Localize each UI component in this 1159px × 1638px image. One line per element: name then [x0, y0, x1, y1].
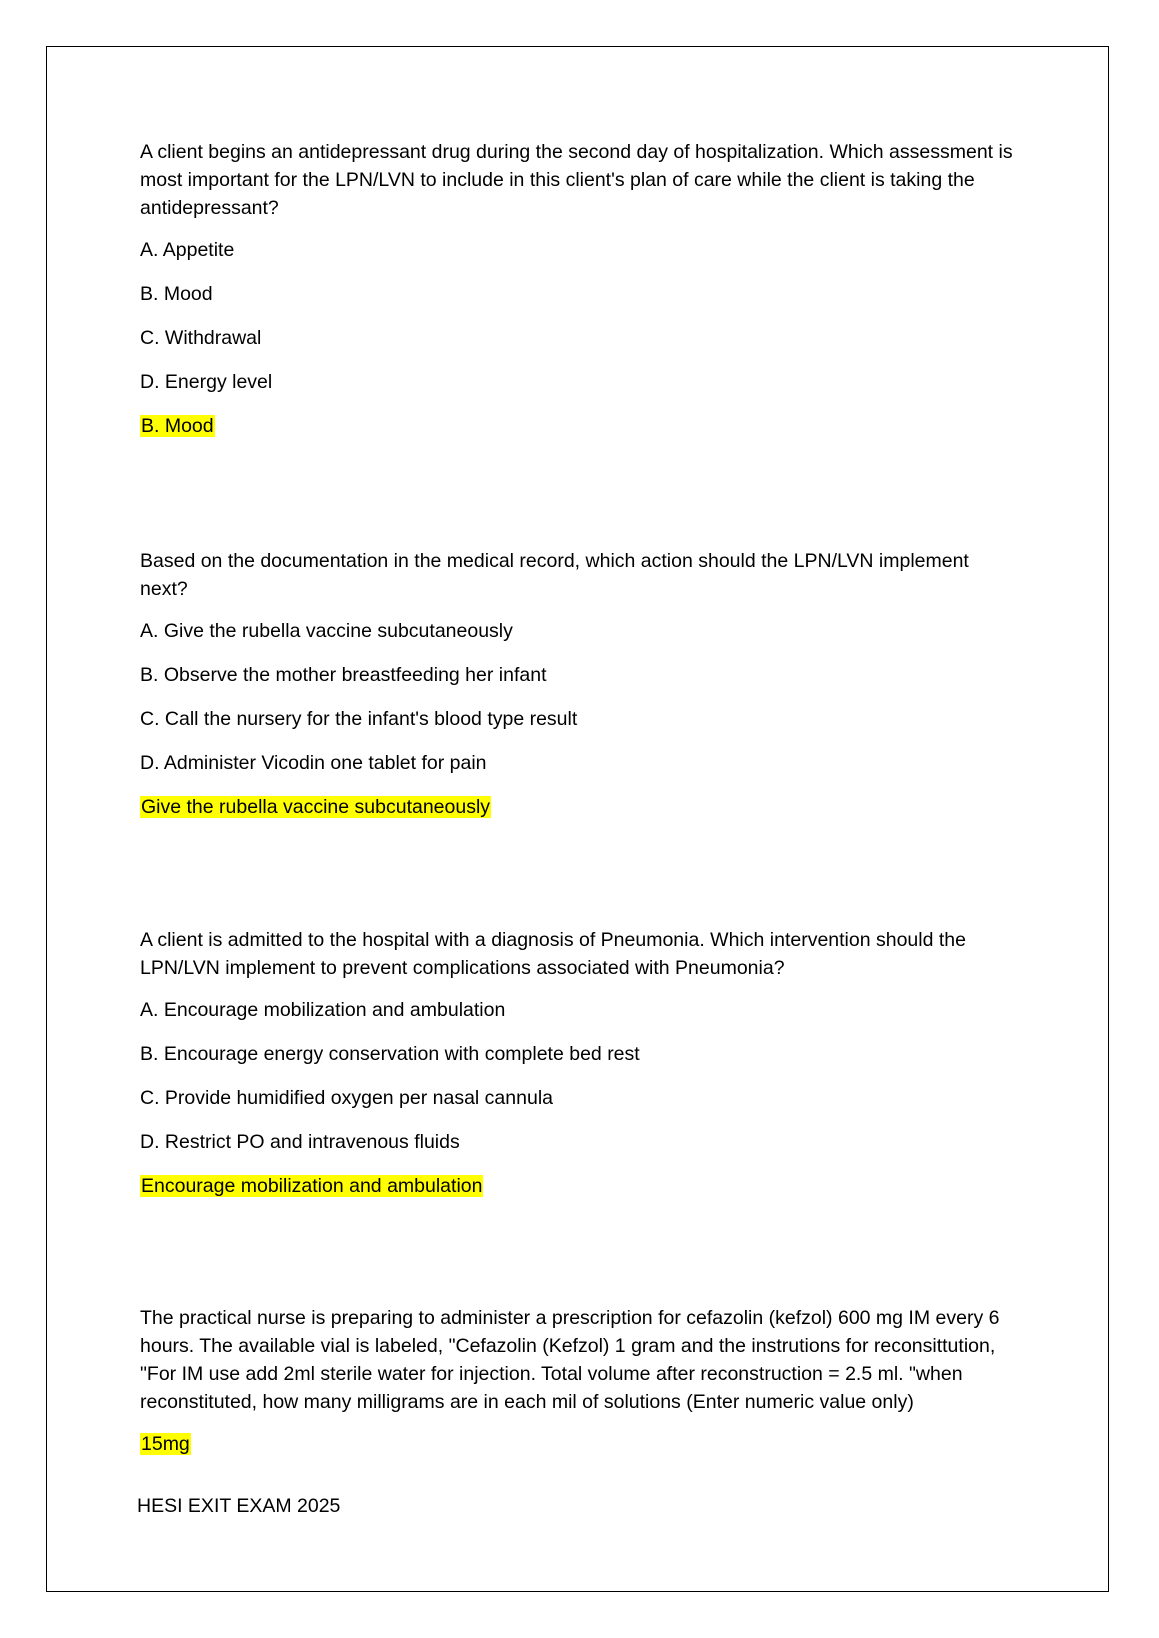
answer-option-b: B. Encourage energy conservation with complete bed rest: [140, 1043, 640, 1065]
question-block-3: [140, 926, 1020, 1200]
answer-option-c: C. Withdrawal: [140, 327, 262, 349]
answer-option-c: C. Call the nursery for the infant's blood type result: [140, 708, 578, 730]
question-block-1: [140, 138, 1020, 440]
answer-option-d: D. Energy level: [140, 371, 273, 393]
answer-option-d: D. Restrict PO and intravenous fluids: [140, 1131, 460, 1153]
answer-option-a: A. Encourage mobilization and ambulation: [140, 999, 506, 1021]
answer-option-c: C. Provide humidified oxygen per nasal cannula: [140, 1087, 553, 1109]
answer-option-b: B. Observe the mother breastfeeding her infant: [140, 664, 547, 686]
correct-answer: [140, 412, 1020, 440]
page-footer: HESI EXIT EXAM 2025: [137, 1495, 341, 1517]
question-stem: A client begins an antidepressant drug during the second day of hospitalization. Which assessment is most important for the LPN/LVN to include in this client's plan of care while the client is taking the antidepressant?: [140, 141, 1013, 219]
correct-answer: [140, 1430, 1020, 1458]
highlighted-answer: Give the rubella vaccine subcutaneously: [141, 796, 491, 818]
highlighted-answer: B. Mood: [141, 415, 214, 437]
question-stem: The practical nurse is preparing to administer a prescription for cefazolin (kefzol) 600 mg IM every 6 hours. The available vial is labeled, "Cefazolin (Kefzol) 1 gram and the instrutions for reconsittution, "For IM use add 2ml sterile water for injection. Total volume after reconstruction = 2.5 ml. "when reconstituted, how many milligrams are in each mil of solutions (Enter numeric value only): [140, 1307, 1000, 1413]
answer-option-b: B. Mood: [140, 283, 213, 305]
question-block-4: [140, 1304, 1020, 1458]
question-stem: Based on the documentation in the medical record, which action should the LPN/LVN implement next?: [140, 550, 969, 600]
answer-option-a: A. Appetite: [140, 239, 235, 261]
highlighted-answer: 15mg: [141, 1433, 190, 1455]
question-stem: A client is admitted to the hospital with a diagnosis of Pneumonia. Which intervention should the LPN/LVN implement to prevent complications associated with Pneumonia?: [140, 929, 966, 979]
answer-option-a: A. Give the rubella vaccine subcutaneously: [140, 620, 513, 642]
question-block-2: [140, 547, 1020, 821]
highlighted-answer: Encourage mobilization and ambulation: [141, 1175, 483, 1197]
answer-option-d: D. Administer Vicodin one tablet for pain: [140, 752, 487, 774]
correct-answer: [140, 793, 1020, 821]
correct-answer: [140, 1172, 1020, 1200]
